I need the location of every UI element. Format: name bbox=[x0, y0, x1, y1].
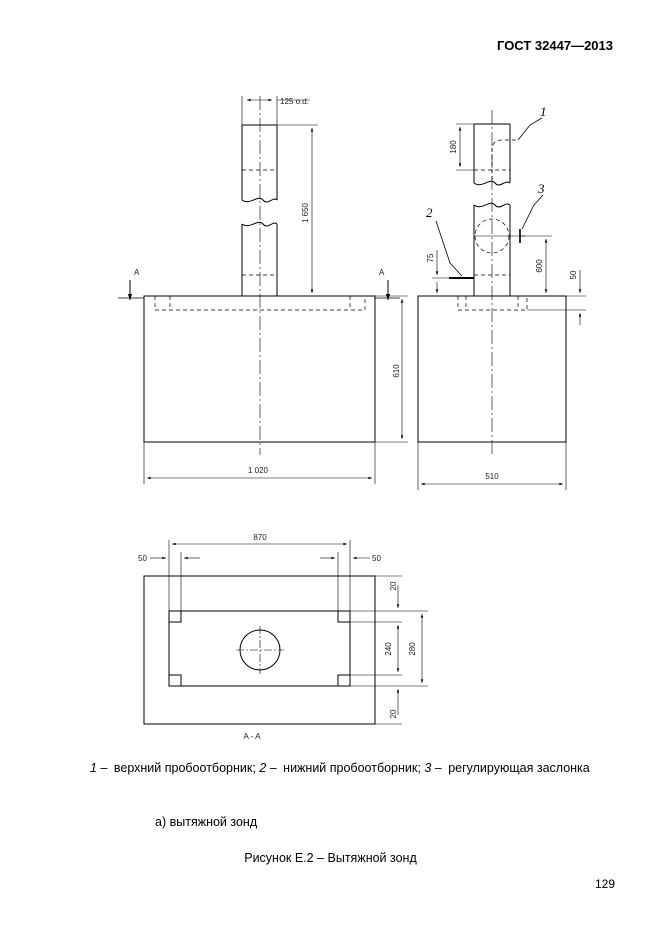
dim-50-side: 50 bbox=[569, 270, 578, 280]
dim-510: 510 bbox=[485, 472, 499, 481]
upper-sampler bbox=[492, 140, 518, 180]
legend-text-2: нижний пробоотборник; bbox=[283, 761, 421, 775]
legend-dash-3: – bbox=[434, 761, 442, 775]
front-view bbox=[118, 96, 408, 484]
side-hidden-channel bbox=[458, 296, 527, 310]
dim-50-right: 50 bbox=[372, 554, 381, 563]
callout-leader-1 bbox=[518, 118, 542, 140]
front-pipe-lower bbox=[242, 224, 277, 296]
side-view bbox=[418, 110, 586, 490]
dim-870: 870 bbox=[253, 533, 267, 542]
dim-280: 280 bbox=[408, 642, 417, 656]
dim-180: 180 bbox=[449, 140, 458, 154]
page-number: 129 bbox=[594, 877, 615, 891]
legend-dash-2: – bbox=[269, 761, 277, 775]
front-pipe-upper bbox=[242, 125, 277, 200]
legend-number-2: 2 bbox=[259, 761, 267, 775]
dim-1650: 1 650 bbox=[301, 202, 310, 224]
dim-610: 610 bbox=[392, 364, 401, 378]
header-standard: ГОСТ 32447—2013 bbox=[497, 38, 613, 53]
callout-leader-3 bbox=[522, 195, 543, 229]
dim-1020: 1 020 bbox=[247, 466, 269, 475]
section-view bbox=[144, 540, 428, 724]
legend-number-3: 3 bbox=[424, 761, 432, 775]
dim-50-left: 50 bbox=[138, 554, 147, 563]
section-outer bbox=[144, 576, 375, 724]
front-pipe-break-upper bbox=[242, 198, 277, 202]
legend-text-1: верхний пробоотборник; bbox=[113, 761, 256, 775]
legend-text-3: регулирующая заслонка bbox=[448, 761, 590, 775]
figure-caption: Рисунок Е.2 – Вытяжной зонд bbox=[244, 851, 417, 865]
dim-600: 600 bbox=[535, 259, 544, 273]
dim-240: 240 bbox=[384, 642, 393, 656]
section-mark-left: A bbox=[134, 268, 140, 277]
section-label: A - A bbox=[243, 732, 261, 741]
callout-leader-2 bbox=[436, 221, 462, 276]
callout-1: 1 bbox=[540, 104, 547, 119]
callout-3: 3 bbox=[538, 181, 545, 196]
legend-number-1: 1 bbox=[90, 761, 97, 775]
dim-20-bottom: 20 bbox=[389, 709, 398, 719]
dim-pipe-od: 125 o.d. bbox=[280, 97, 309, 106]
front-pipe-break-lower bbox=[242, 222, 277, 226]
front-body bbox=[144, 296, 375, 442]
section-inner bbox=[169, 611, 350, 686]
callout-2: 2 bbox=[426, 205, 433, 220]
section-mark-right: A bbox=[379, 268, 385, 277]
subcaption: а) вытяжной зонд bbox=[155, 815, 258, 829]
figure-legend bbox=[90, 757, 616, 780]
dim-20-top: 20 bbox=[389, 581, 398, 591]
dim-75: 75 bbox=[426, 253, 435, 263]
legend-dash-1: – bbox=[100, 761, 108, 775]
